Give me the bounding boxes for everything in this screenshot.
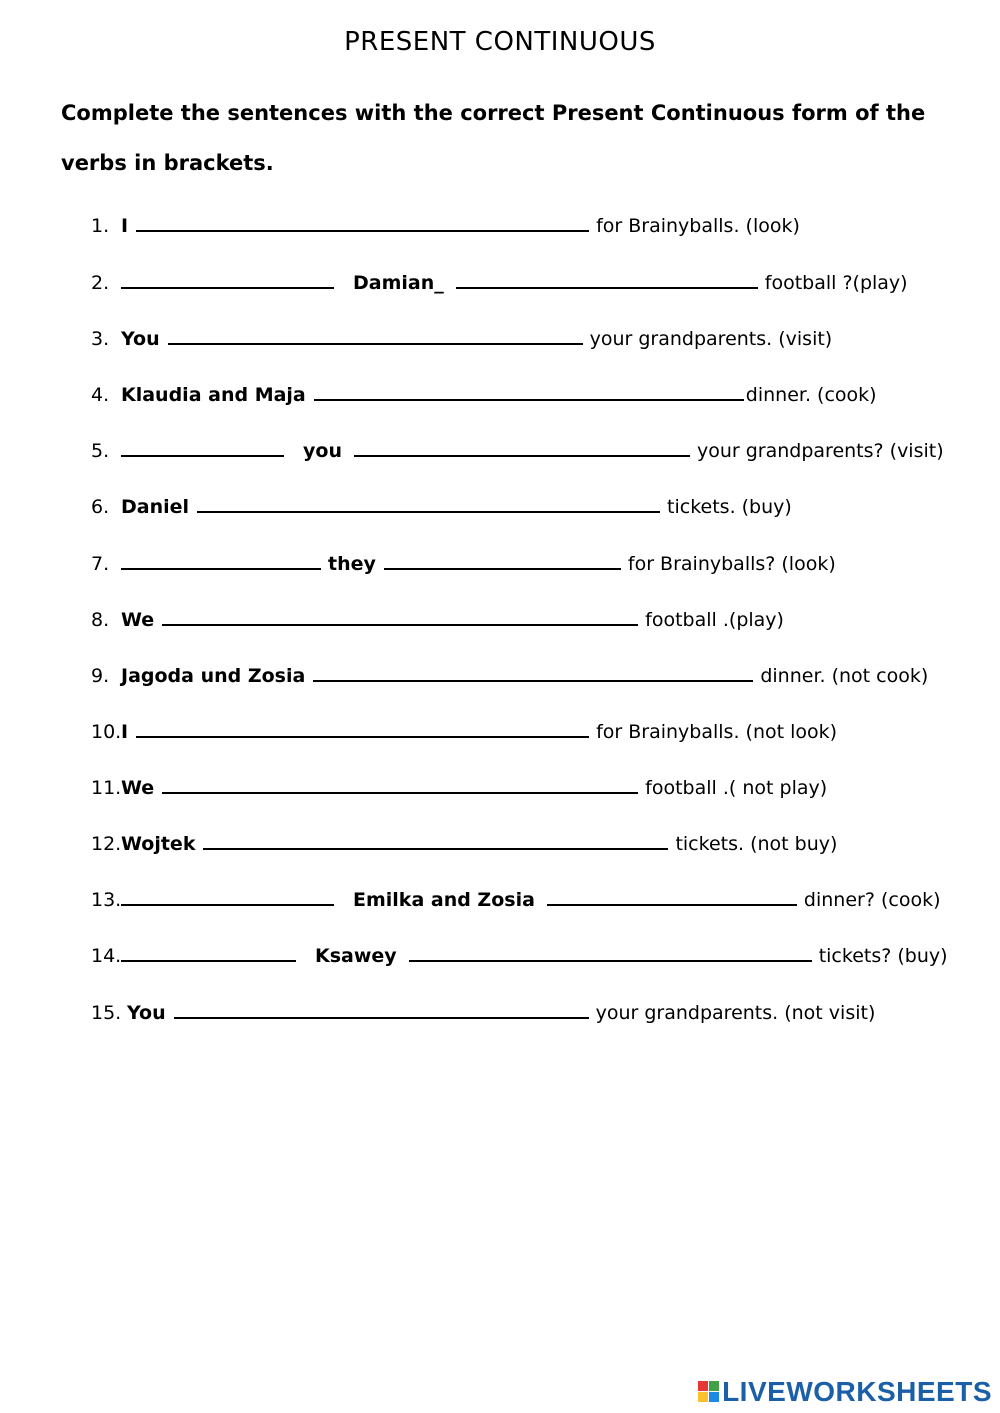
item-subject: Daniel xyxy=(121,496,190,518)
answer-blank[interactable] xyxy=(384,550,621,570)
item-tail: dinner? (cook) xyxy=(803,889,941,911)
item-tail: your grandparents. (visit) xyxy=(589,328,833,350)
answer-blank-before[interactable] xyxy=(121,437,284,457)
item-number: 12. xyxy=(91,833,122,855)
item-number: 11. xyxy=(91,777,122,799)
item-subject: Wojtek xyxy=(121,833,196,855)
item-tail: for Brainyballs. (look) xyxy=(596,215,800,237)
item-subject: We xyxy=(121,609,155,631)
exercise-item-12 xyxy=(91,830,837,860)
exercise-item-13 xyxy=(91,886,941,916)
item-subject: Damian_ xyxy=(353,272,444,294)
item-number: 15. xyxy=(91,1002,122,1024)
answer-blank[interactable] xyxy=(136,212,589,232)
item-tail: for Brainyballs? (look) xyxy=(627,553,836,575)
item-number: 8. xyxy=(91,609,110,631)
exercise-item-2 xyxy=(91,269,908,299)
answer-blank[interactable] xyxy=(203,830,668,850)
item-subject: Ksawey xyxy=(315,945,397,967)
liveworksheets-logo xyxy=(698,1377,992,1407)
answer-blank[interactable] xyxy=(409,942,812,962)
item-number: 1. xyxy=(91,215,110,237)
item-tail: dinner. (not cook) xyxy=(760,665,929,687)
answer-blank[interactable] xyxy=(197,493,660,513)
item-tail: tickets. (not buy) xyxy=(675,833,838,855)
answer-blank[interactable] xyxy=(162,774,638,794)
item-tail: your grandparents? (visit) xyxy=(696,440,944,462)
item-subject: Jagoda und Zosia xyxy=(121,665,306,687)
exercise-item-6 xyxy=(91,493,792,523)
item-tail: your grandparents. (not visit) xyxy=(595,1002,876,1024)
item-subject: they xyxy=(328,553,376,575)
item-number: 5. xyxy=(91,440,110,462)
item-tail: football .(play) xyxy=(645,609,784,631)
item-subject: You xyxy=(127,1002,166,1024)
exercise-item-9 xyxy=(91,662,928,692)
answer-blank[interactable] xyxy=(136,718,589,738)
exercise-item-3 xyxy=(91,325,832,355)
item-number: 10. xyxy=(91,721,122,743)
liveworksheets-logo-text: LIVEWORKSHEETS xyxy=(722,1376,992,1407)
item-subject: I xyxy=(121,721,129,743)
item-number: 13. xyxy=(91,889,122,911)
item-subject: I xyxy=(121,215,129,237)
item-tail: football .( not play) xyxy=(645,777,828,799)
item-tail: football ?(play) xyxy=(764,272,908,294)
item-subject: We xyxy=(121,777,155,799)
item-tail: tickets. (buy) xyxy=(667,496,792,518)
exercise-item-11 xyxy=(91,774,827,804)
answer-blank[interactable] xyxy=(354,437,690,457)
item-number: 2. xyxy=(91,272,110,294)
answer-blank-before[interactable] xyxy=(121,886,334,906)
answer-blank[interactable] xyxy=(168,325,583,345)
worksheet-title: PRESENT CONTINUOUS xyxy=(344,27,656,57)
answer-blank[interactable] xyxy=(162,606,638,626)
exercise-item-15 xyxy=(91,999,875,1029)
item-subject: Emilka and Zosia xyxy=(353,889,535,911)
item-number: 3. xyxy=(91,328,110,350)
item-tail: for Brainyballs. (not look) xyxy=(596,721,838,743)
item-tail: dinner. (cook) xyxy=(745,384,877,406)
answer-blank-before[interactable] xyxy=(121,550,321,570)
item-number: 6. xyxy=(91,496,110,518)
exercise-item-4 xyxy=(91,381,877,411)
exercise-item-5 xyxy=(91,437,944,467)
exercise-item-1 xyxy=(91,212,800,242)
item-subject: you xyxy=(303,440,342,462)
item-number: 14. xyxy=(91,945,122,967)
item-number: 7. xyxy=(91,553,110,575)
item-number: 4. xyxy=(91,384,110,406)
item-tail: tickets? (buy) xyxy=(818,945,948,967)
answer-blank[interactable] xyxy=(547,886,797,906)
item-subject: Klaudia and Maja xyxy=(121,384,306,406)
exercise-item-10 xyxy=(91,718,837,748)
answer-blank-before[interactable] xyxy=(121,269,334,289)
answer-blank[interactable] xyxy=(174,999,589,1019)
liveworksheets-logo-icon xyxy=(698,1381,720,1403)
exercise-item-7 xyxy=(91,550,836,580)
answer-blank[interactable] xyxy=(313,662,753,682)
item-number: 9. xyxy=(91,665,110,687)
answer-blank[interactable] xyxy=(456,269,758,289)
instruction-text: Complete the sentences with the correct Present Continuous form of the verbs in brackets. xyxy=(61,101,926,175)
answer-blank[interactable] xyxy=(314,381,744,401)
exercise-item-8 xyxy=(91,606,784,636)
answer-blank-before[interactable] xyxy=(121,942,296,962)
exercise-item-14 xyxy=(91,942,948,972)
item-subject: You xyxy=(121,328,160,350)
